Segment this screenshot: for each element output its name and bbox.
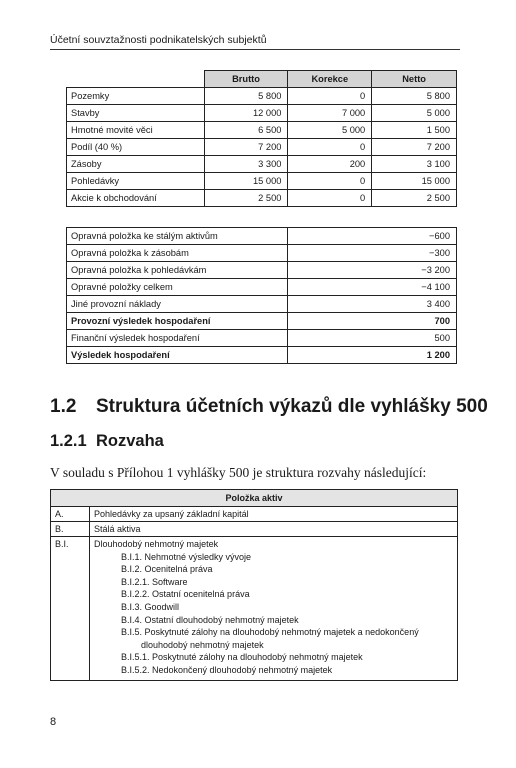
table-row bbox=[67, 190, 457, 207]
table-row bbox=[51, 522, 458, 537]
sub-item: B.I.4. Ostatní dlouhodobý nehmotný majetek bbox=[121, 614, 299, 625]
item-group bbox=[90, 537, 458, 681]
sub-item: B.I.5. Poskytnuté zálohy na dlouhodobý nehmotný majetek a nedokončený dlouhodobý nehmotný majetek bbox=[121, 627, 419, 650]
item-code: B. bbox=[51, 522, 90, 537]
table-row bbox=[67, 228, 457, 245]
table-row bbox=[51, 537, 458, 681]
sub-item: B.I.1. Nehmotné výsledky vývoje bbox=[121, 551, 252, 562]
value-cell: 3 400 bbox=[288, 296, 457, 313]
row-label: Finanční výsledek hospodaření bbox=[67, 330, 288, 347]
korekce-cell: 200 bbox=[288, 156, 372, 173]
row-label: Opravná položka k zásobám bbox=[67, 245, 288, 262]
table-row bbox=[67, 139, 457, 156]
brutto-cell: 3 300 bbox=[204, 156, 288, 173]
brutto-cell: 15 000 bbox=[204, 173, 288, 190]
row-label: Stavby bbox=[67, 105, 205, 122]
value-cell: −600 bbox=[288, 228, 457, 245]
item-label: Stálá aktiva bbox=[90, 522, 458, 537]
table-row bbox=[67, 313, 457, 330]
sub-item: B.I.2. Ocenitelná práva bbox=[121, 564, 213, 575]
column-header: Brutto bbox=[204, 71, 288, 88]
column-header: Netto bbox=[372, 71, 457, 88]
netto-cell: 5 000 bbox=[372, 105, 457, 122]
korekce-cell: 0 bbox=[288, 190, 372, 207]
value-cell: 1 200 bbox=[288, 347, 457, 364]
table-row bbox=[67, 330, 457, 347]
netto-cell: 15 000 bbox=[372, 173, 457, 190]
table-row bbox=[51, 507, 458, 522]
table-row bbox=[67, 173, 457, 190]
column-header: Položka aktiv bbox=[51, 490, 458, 507]
korekce-cell: 0 bbox=[288, 173, 372, 190]
row-label: Opravná položka ke stálým aktivům bbox=[67, 228, 288, 245]
sub-item-list bbox=[94, 551, 453, 677]
table-row bbox=[67, 105, 457, 122]
brutto-cell: 12 000 bbox=[204, 105, 288, 122]
row-label: Pozemky bbox=[67, 88, 205, 105]
netto-cell: 1 500 bbox=[372, 122, 457, 139]
row-label: Zásoby bbox=[67, 156, 205, 173]
section-number: 1.2 bbox=[50, 396, 77, 417]
asset-values-table bbox=[66, 70, 457, 207]
running-head: Účetní souvztažnosti podnikatelských subjektů bbox=[50, 34, 460, 50]
row-label: Hmotné movité věci bbox=[67, 122, 205, 139]
row-label: Výsledek hospodaření bbox=[67, 347, 288, 364]
balance-sheet-structure-table bbox=[50, 489, 458, 681]
brutto-cell: 6 500 bbox=[204, 122, 288, 139]
value-cell: −3 200 bbox=[288, 262, 457, 279]
sub-item: B.I.3. Goodwill bbox=[121, 601, 180, 612]
brutto-cell: 7 200 bbox=[204, 139, 288, 156]
section-title: Struktura účetních výkazů dle vyhlášky 500 bbox=[96, 396, 488, 417]
netto-cell: 2 500 bbox=[372, 190, 457, 207]
korekce-cell: 5 000 bbox=[288, 122, 372, 139]
netto-cell: 3 100 bbox=[372, 156, 457, 173]
table-row bbox=[67, 156, 457, 173]
value-cell: 500 bbox=[288, 330, 457, 347]
table-header-row bbox=[51, 490, 458, 507]
korekce-cell: 0 bbox=[288, 88, 372, 105]
page-number: 8 bbox=[50, 716, 57, 728]
netto-cell: 5 800 bbox=[372, 88, 457, 105]
row-label: Pohledávky bbox=[67, 173, 205, 190]
intro-paragraph: V souladu s Přílohou 1 vyhlášky 500 je struktura rozvahy následující: bbox=[50, 465, 427, 480]
netto-cell: 7 200 bbox=[372, 139, 457, 156]
sub-item: B.I.2.1. Software bbox=[121, 576, 188, 587]
row-label: Podíl (40 %) bbox=[67, 139, 205, 156]
brutto-cell: 5 800 bbox=[204, 88, 288, 105]
row-label: Opravná položka k pohledávkám bbox=[67, 262, 288, 279]
table-row bbox=[67, 245, 457, 262]
sub-item: B.I.5.1. Poskytnuté zálohy na dlouhodobý nehmotný majetek bbox=[121, 652, 363, 663]
table-row bbox=[67, 347, 457, 364]
table-row bbox=[67, 262, 457, 279]
adjustments-table bbox=[66, 227, 457, 364]
korekce-cell: 7 000 bbox=[288, 105, 372, 122]
korekce-cell: 0 bbox=[288, 139, 372, 156]
item-label: Dlouhodobý nehmotný majetek bbox=[94, 539, 219, 549]
sub-item: B.I.5.2. Nedokončený dlouhodobý nehmotný majetek bbox=[121, 664, 333, 675]
value-cell: −300 bbox=[288, 245, 457, 262]
value-cell: −4 100 bbox=[288, 279, 457, 296]
row-label: Opravné položky celkem bbox=[67, 279, 288, 296]
item-code: A. bbox=[51, 507, 90, 522]
brutto-cell: 2 500 bbox=[204, 190, 288, 207]
table-row bbox=[67, 122, 457, 139]
row-label: Akcie k obchodování bbox=[67, 190, 205, 207]
corner-cell bbox=[67, 71, 205, 88]
subsection-title: Rozvaha bbox=[96, 432, 164, 450]
table-row bbox=[67, 88, 457, 105]
subsection-number: 1.2.1 bbox=[50, 432, 87, 450]
table-header-row bbox=[67, 71, 457, 88]
value-cell: 700 bbox=[288, 313, 457, 330]
subsection-heading bbox=[50, 432, 164, 451]
sub-item: B.I.2.2. Ostatní ocenitelná práva bbox=[121, 589, 250, 600]
item-code: B.I. bbox=[51, 537, 90, 681]
section-heading bbox=[50, 396, 488, 418]
table-row bbox=[67, 296, 457, 313]
table-row bbox=[67, 279, 457, 296]
column-header: Korekce bbox=[288, 71, 372, 88]
item-label: Pohledávky za upsaný základní kapitál bbox=[90, 507, 458, 522]
row-label: Provozní výsledek hospodaření bbox=[67, 313, 288, 330]
row-label: Jiné provozní náklady bbox=[67, 296, 288, 313]
